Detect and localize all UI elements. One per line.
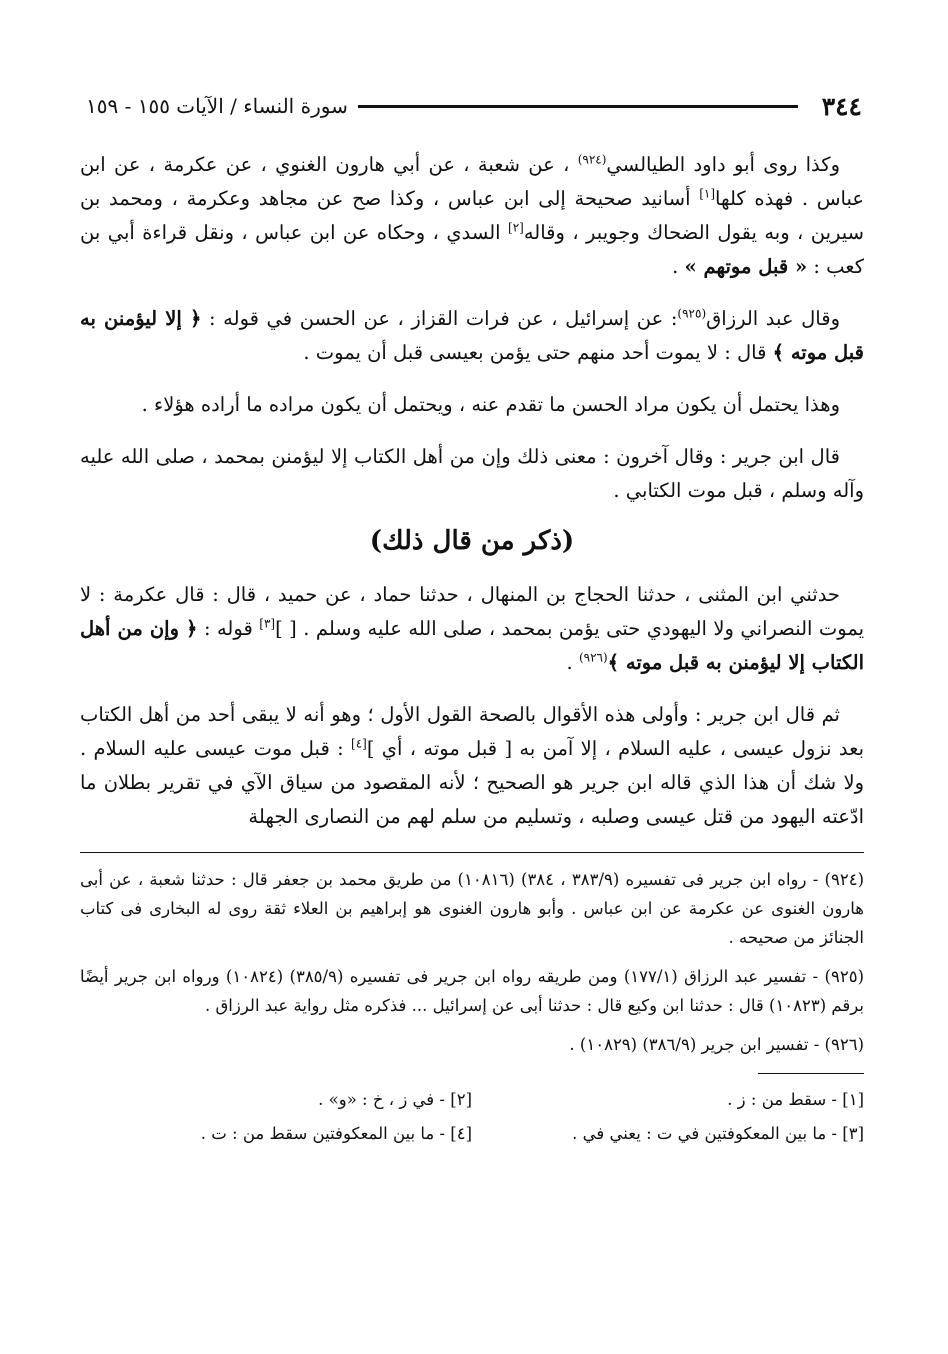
- footnotes-separator: [80, 852, 864, 853]
- text-run: وكذا روى أبو داود الطيالسي: [606, 153, 840, 176]
- footnote-ref-924: (٩٢٤): [577, 152, 607, 167]
- running-title: سورة النساء / الآيات ١٥٥ - ١٥٩: [86, 94, 348, 118]
- text-run: ، عن شعبة ، عن أبي هارون الغنوي ، عن عكرمة ، عن ابن عباس . فهذه كلها: [80, 153, 864, 210]
- paragraph-5: [80, 578, 864, 680]
- text-run: : قبل موت عيسى عليه السلام . ولا شك أن هذا الذي قاله ابن جرير هو الصحيح ؛ لأنه المقصود من سياق الآي في تقرير بطلان ما ادّعته اليهود من قتل عيسى وصلبه ، وتسليم من سلم لهم من النصارى الجهلة: [80, 737, 864, 828]
- variant-ref-1: [١]: [699, 186, 716, 201]
- text-run: قوله :: [203, 617, 253, 640]
- header-rule: [358, 105, 798, 108]
- paragraph-6: [80, 698, 864, 834]
- variant-note-2: [٢] - في ز ، خ : «و» .: [318, 1090, 472, 1109]
- variant-notes: [80, 1086, 864, 1148]
- variant-note-3: [٣] - ما بين المعكوفتين في ت : يعني في .: [572, 1124, 864, 1143]
- text-run: وقال عبد الرزاق: [706, 307, 840, 330]
- variant-note-4: [٤] - ما بين المعكوفتين سقط من : ت .: [200, 1124, 472, 1143]
- main-text: [80, 148, 864, 1148]
- text-run: .: [672, 255, 679, 278]
- text-run: أسانيد صحيحة إلى ابن عباس ، وكذا صح عن مجاهد وعكرمة ، ومحمد بن سيرين ، وبه يقول الضحاك وجويبر ، وقاله: [80, 187, 865, 244]
- text-run: حدثني ابن المثنى ، حدثنا الحجاج بن المنهال ، حدثنا حماد ، عن حميد ، قال : قال عكرمة : لا يموت النصراني ولا اليهودي حتى يؤمن بمحمد ، صلى الله عليه وسلم . [ ]: [80, 583, 865, 640]
- footnote-926: (٩٢٦) - تفسير ابن جرير (٣٨٦/٩) (١٠٨٢٩) .: [569, 1035, 864, 1054]
- text-run: السدي ، وحكاه عن ابن عباس ، ونقل قراءة أبي بن كعب :: [80, 221, 864, 278]
- paragraph-3: وهذا يحتمل أن يكون مراد الحسن ما تقدم عنه ، ويحتمل أن يكون مراده ما أراده هؤلاء .: [141, 393, 840, 416]
- variant-notes-separator: [758, 1073, 864, 1074]
- paragraph-4: قال ابن جرير : وقال آخرون : معنى ذلك وإن من أهل الكتاب إلا ليؤمنن بمحمد ، صلى الله عليه وآله وسلم ، قبل موت الكتابي .: [80, 445, 864, 502]
- text-run: قال : لا يموت أحد منهم حتى يؤمن بعيسى قبل أن يموت .: [303, 341, 767, 364]
- variant-ref-2: [٢]: [508, 220, 524, 235]
- quran-quote: ﴿ وإن من أهل الكتاب إلا ليؤمنن به قبل موته ﴾: [80, 617, 864, 674]
- text-run: ثم قال ابن جرير : وأولى هذه الأقوال بالصحة القول الأول ؛ وهو أنه لا يبقى أحد من أهل الكتاب بعد نزول عيسى ، عليه السلام ، إلا آمن به [ قبل موته ، أي ]: [80, 703, 864, 760]
- paragraph-2: [80, 302, 864, 370]
- variant-ref-4: [٤]: [351, 736, 367, 751]
- section-heading: (ذكر من قال ذلك): [369, 526, 575, 556]
- footnote-ref-926: (٩٢٦): [578, 650, 608, 665]
- footnote-ref-925: (٩٢٥): [677, 306, 707, 321]
- footnote-924: (٩٢٤) - رواه ابن جرير فى تفسيره (٣٨٣/٩ ، ٣٨٤) (١٠٨١٦) من طريق محمد بن جعفر قال : حدثنا شعبة ، عن أبى هارون الغنوى عن عكرمة عن ابن عباس . وأبو هارون الغنوى هو إبراهيم بن العلاء ثقة روى له البخارى فى كتاب الجنائز من صحيحه .: [80, 870, 864, 947]
- text-run: .: [566, 651, 573, 674]
- paragraph-1: [80, 148, 864, 284]
- variant-ref-3: [٣]: [259, 616, 276, 631]
- footnote-925: (٩٢٥) - تفسير عبد الرزاق (١٧٧/١) ومن طريقه رواه ابن جرير فى تفسيره (٣٨٥/٩) (١٠٨٢٤) ورواه ابن جرير أيضًا برقم (١٠٨٢٣) قال : حدثنا ابن وكيع قال : حدثنا أبى عن إسرائيل ... فذكره مثل رواية عبد الرزاق .: [80, 967, 864, 1015]
- text-run: : عن إسرائيل ، عن فرات القزاز ، عن الحسن في قوله :: [209, 307, 678, 330]
- page-header: [86, 86, 862, 126]
- variant-note-1: [١] - سقط من : ز .: [727, 1090, 864, 1109]
- quran-quote: ﴿ إلا ليؤمنن به قبل موته ﴾: [80, 307, 864, 364]
- quoted-reading: « قبل موتهم »: [684, 255, 808, 278]
- page-number: ٣٤٤: [821, 91, 862, 121]
